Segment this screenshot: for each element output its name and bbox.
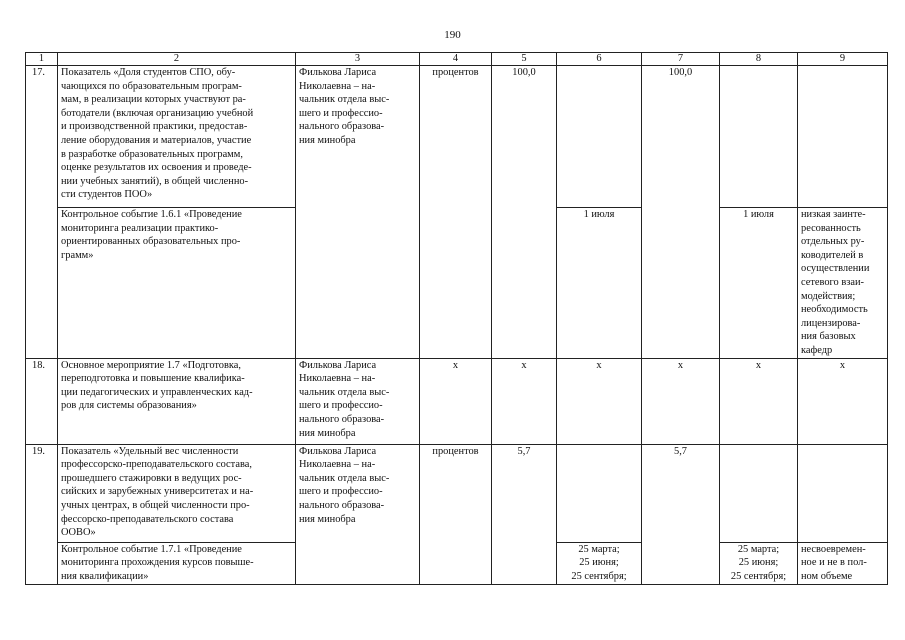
text-line: ресованность — [801, 222, 861, 234]
text-line: Филькова Лариса — [299, 359, 377, 371]
col-header-8: 8 — [720, 53, 798, 66]
text-line: ном объеме — [801, 570, 853, 582]
text-line: чающихся по образовательным програм- — [61, 80, 242, 92]
date-cell — [557, 542, 642, 584]
text-line: оценке результатов их освоения и проведе- — [61, 162, 252, 174]
row-number: 17. — [26, 66, 58, 359]
x-mark: x — [492, 358, 557, 444]
text-line: Показатель «Доля студентов СПО, обу- — [61, 67, 236, 78]
text-line: нального образова- — [299, 499, 385, 511]
empty-cell — [720, 66, 798, 208]
text-line: Филькова Лариса — [299, 445, 377, 457]
text-line: отдельных ру- — [801, 236, 865, 248]
table-row — [26, 358, 888, 444]
text-line: 25 июня; — [579, 557, 619, 569]
activity-description — [58, 358, 296, 444]
responsible-person — [296, 66, 420, 359]
text-line: шего и профессио- — [299, 486, 383, 498]
text-line: мониторинга реализации практико- — [61, 222, 219, 234]
text-line: 25 сентября; — [730, 570, 787, 582]
text-line: мам, в реализации которых участвуют ра- — [61, 94, 246, 106]
text-line: 25 марта; — [578, 543, 620, 555]
empty-cell — [720, 444, 798, 542]
text-line: мониторинга прохождения курсов повыше- — [61, 557, 254, 569]
date-cell: 1 июля — [720, 208, 798, 359]
col-header-3: 3 — [296, 53, 420, 66]
text-line: ния минобра — [299, 513, 356, 525]
header-row — [26, 53, 888, 66]
responsible-person — [296, 358, 420, 444]
text-line: чальник отдела выс- — [299, 94, 390, 106]
col-header-7: 7 — [642, 53, 720, 66]
text-line: Николаевна – на- — [299, 459, 376, 471]
value-cell: 100,0 — [642, 66, 720, 359]
x-mark: x — [557, 358, 642, 444]
text-line: шего и профессио- — [299, 400, 383, 412]
table-row — [26, 66, 888, 208]
col-header-4: 4 — [420, 53, 492, 66]
unit-cell: процентов — [420, 66, 492, 359]
row-number: 18. — [26, 358, 58, 444]
x-mark: x — [642, 358, 720, 444]
value-cell: 5,7 — [492, 444, 557, 584]
text-line: сти студентов ПОО» — [61, 189, 153, 201]
text-line: ния минобра — [299, 427, 356, 439]
text-line: ное и не в пол- — [801, 557, 867, 569]
col-header-9: 9 — [798, 53, 888, 66]
text-line: осуществлении — [801, 263, 870, 275]
text-line: ния минобра — [299, 134, 356, 146]
col-header-2: 2 — [58, 53, 296, 66]
text-line: Николаевна – на- — [299, 80, 376, 92]
text-line: и производственной практики, предостав- — [61, 121, 248, 133]
plan-table — [25, 52, 888, 585]
unit-cell: процентов — [420, 444, 492, 584]
text-line: в разработке образовательных программ, — [61, 148, 243, 160]
text-line: Контрольное событие 1.7.1 «Проведение — [61, 543, 242, 555]
text-line: профессорско-преподавательского состава, — [61, 459, 252, 471]
text-line: чальник отдела выс- — [299, 386, 390, 398]
text-line: 25 сентября; — [571, 570, 627, 582]
text-line: 25 июня; — [738, 557, 779, 569]
responsible-person — [296, 444, 420, 584]
text-line: лицензирова- — [801, 317, 861, 329]
date-cell: 1 июля — [557, 208, 642, 359]
text-line: переподготовка и повышение квалифика- — [61, 373, 245, 385]
text-line: ООВО» — [61, 527, 96, 539]
empty-cell — [557, 444, 642, 542]
text-line: ботодатели (включая организацию учебной — [61, 107, 254, 119]
value-cell: 100,0 — [492, 66, 557, 359]
x-mark: x — [720, 358, 798, 444]
control-event-description — [58, 542, 296, 584]
text-line: грамм» — [61, 249, 94, 261]
text-line: Основное мероприятие 1.7 «Подготовка, — [61, 359, 241, 371]
text-line: Контрольное событие 1.6.1 «Проведение — [61, 209, 242, 220]
text-line: нального образова- — [299, 121, 385, 133]
text-line: ции педагогических и управленческих кад- — [61, 386, 253, 398]
text-line: шего и профессио- — [299, 107, 383, 119]
empty-cell — [557, 66, 642, 208]
text-line: Показатель «Удельный вес численности — [61, 445, 239, 457]
table-row — [26, 444, 888, 542]
x-mark: x — [420, 358, 492, 444]
text-line: ориентированных образовательных про- — [61, 236, 241, 248]
risk-cell — [798, 542, 888, 584]
text-line: несвоевремен- — [801, 543, 866, 555]
indicator-description — [58, 444, 296, 542]
text-line: ление оборудования и материалов, участие — [61, 134, 252, 146]
risk-cell — [798, 208, 888, 359]
text-line: Филькова Лариса — [299, 67, 377, 78]
text-line: ния базовых — [801, 331, 856, 343]
empty-cell — [798, 444, 888, 542]
text-line: фессорско-преподавательского состава — [61, 513, 234, 525]
text-line: нального образова- — [299, 413, 385, 425]
text-line: прошедшего стажировки в ведущих рос- — [61, 472, 242, 484]
text-line: ров для системы образования» — [61, 400, 197, 412]
text-line: низкая заинте- — [801, 209, 866, 220]
empty-cell — [798, 66, 888, 208]
value-cell: 5,7 — [642, 444, 720, 584]
text-line: модействия; — [801, 290, 856, 302]
text-line: учных центрах, в общей численности про- — [61, 499, 250, 511]
text-line: чальник отдела выс- — [299, 472, 390, 484]
text-line: необходимость — [801, 304, 868, 316]
text-line: сийских и зарубежных университетах и на- — [61, 486, 254, 498]
col-header-5: 5 — [492, 53, 557, 66]
date-cell — [720, 542, 798, 584]
text-line: сетевого взаи- — [801, 276, 864, 288]
text-line: ния квалификации» — [61, 570, 149, 582]
page-number: 190 — [444, 29, 461, 41]
text-line: 25 марта; — [737, 543, 780, 555]
text-line: ководителей в — [801, 249, 864, 261]
text-line: Николаевна – на- — [299, 373, 376, 385]
indicator-description — [58, 66, 296, 208]
text-line: кафедр — [801, 344, 833, 356]
control-event-description — [58, 208, 296, 359]
text-line: нии учебных занятий), в общей численно- — [61, 175, 249, 187]
col-header-1: 1 — [26, 53, 58, 66]
row-number: 19. — [26, 444, 58, 584]
col-header-6: 6 — [557, 53, 642, 66]
x-mark: x — [798, 358, 888, 444]
